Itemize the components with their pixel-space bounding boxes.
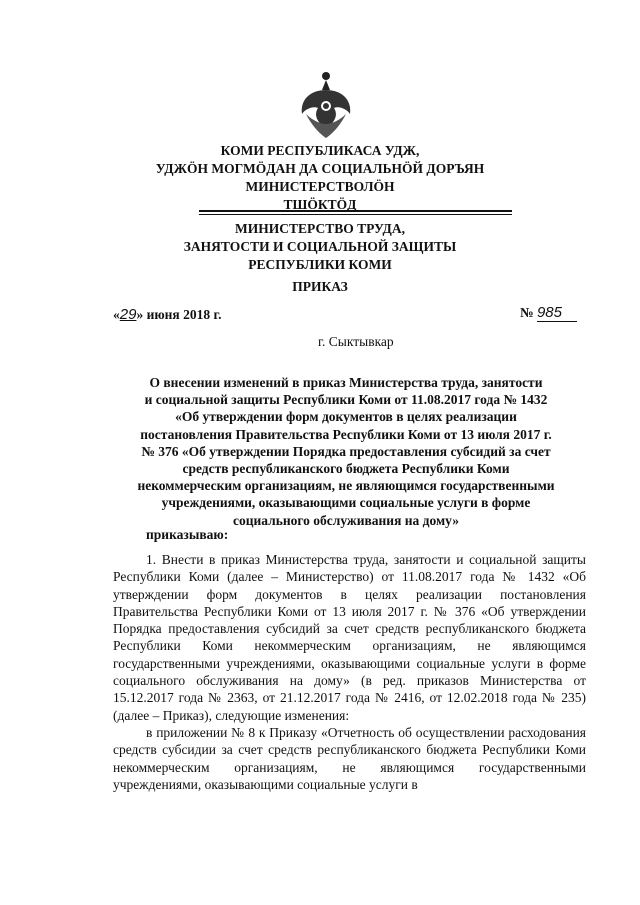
title-line: средств республиканского бюджета Республики Коми xyxy=(182,461,510,477)
date-open: « xyxy=(113,307,120,322)
title-line: «Об утверждении форм документов в целях реализации xyxy=(175,409,517,425)
title-line: некоммерческим организациям, не являющимся государственными xyxy=(137,478,555,494)
header-komi-line: КОМИ РЕСПУБЛИКАСА УДЖ, xyxy=(220,143,420,158)
number-prefix: № xyxy=(520,305,534,320)
title-line: и социальной защиты Республики Коми от 11.08.2017 года № 1432 xyxy=(144,392,548,408)
title-line: социального обслуживания на дому» xyxy=(232,512,460,528)
header-ru-line: РЕСПУБЛИКИ КОМИ xyxy=(248,257,392,272)
header-divider-thin xyxy=(199,214,512,215)
paragraph: 1. Внести в приказ Министерства труда, занятости и социальной защиты Республики Коми (далее – Министерство) от 11.08.2017 года № 1432 «Об утверждении форм документов в целях реализации постановления Правительства Республики Коми от 13 июля 2017 г. № 376 «Об утверждении Порядка предоставления субсидий за счет средств республиканского бюджета Республики Коми некоммерческим организациям, не являющимся государственными учреждениями, оказывающими социальные услуги в форме социального обслуживания на дому» (в ред. приказов Министерства от 15.12.2017 года № 2363, от 21.12.2017 года № 2416, от 12.02.2018 года № 235) (далее – Приказ), следующие изменения: xyxy=(113,552,586,723)
title-line: № 376 «Об утверждении Порядка предоставления субсидий за счет xyxy=(141,443,551,459)
header-divider xyxy=(199,210,512,212)
header-komi-line: ТШӦКТӦД xyxy=(283,197,357,212)
date-day: 29 xyxy=(119,306,137,323)
date-rest: » июня 2018 г. xyxy=(136,307,222,322)
header-ru-line: ЗАНЯТОСТИ И СОЦИАЛЬНОЙ ЗАЩИТЫ xyxy=(183,239,457,254)
paragraph: в приложении № 8 к Приказу «Отчетность об осуществлении расходования средств субсидии за счет средств республиканского бюджета Республики Коми некоммерческим организациям, не являющимся государственными учреждениями, оказывающими социальные услуги в xyxy=(113,724,586,792)
order-title xyxy=(115,374,577,529)
order-number xyxy=(520,304,577,322)
order-body xyxy=(113,551,586,793)
number-value: 985 xyxy=(537,304,577,322)
header-komi-line: МИНИСТЕРСТВОЛӦН xyxy=(245,179,395,194)
ministry-name-ru xyxy=(110,220,530,274)
doc-type: ПРИКАЗ xyxy=(292,279,348,294)
ministry-name-komi xyxy=(110,142,530,214)
coat-of-arms-emblem xyxy=(296,68,356,140)
header-komi-line: УДЖӦН МОГМӦДАН ДА СОЦИАЛЬНӦЙ ДОРЪЯН xyxy=(155,161,485,176)
title-line: О внесении изменений в приказ Министерства труда, занятости xyxy=(149,375,543,390)
header-ru-line: МИНИСТЕРСТВО ТРУДА, xyxy=(235,221,405,236)
title-line: учреждениями, оказывающими социальные услуги в форме xyxy=(161,495,531,511)
title-line: постановления Правительства Республики Коми от 13 июля 2017 г. xyxy=(140,426,552,442)
order-word: приказываю: xyxy=(146,527,229,542)
city: г. Сыктывкар xyxy=(318,334,394,349)
order-date xyxy=(113,306,221,323)
